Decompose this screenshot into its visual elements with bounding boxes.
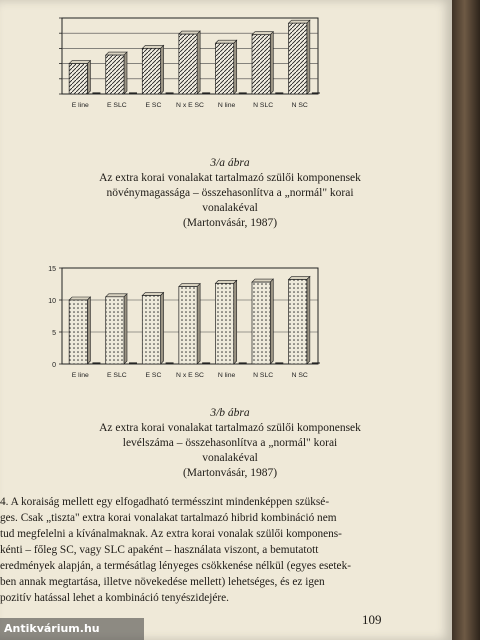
figure-a-caption-line: (Martonvásár, 1987)	[182, 217, 278, 229]
bar	[215, 43, 233, 94]
bar	[179, 287, 197, 364]
y-tick-label: 10	[48, 298, 56, 305]
bar-top	[142, 45, 163, 48]
bar-top	[215, 40, 236, 43]
bar-top	[69, 297, 90, 300]
bar-side	[124, 294, 127, 364]
bar	[106, 297, 124, 364]
bar-side	[234, 40, 237, 94]
bar-side	[307, 277, 310, 364]
figure-b-caption-line: vonalakéval	[202, 452, 258, 464]
figure-a-caption	[40, 156, 420, 231]
figure-b-caption	[40, 406, 420, 481]
x-tick-label: N SLC	[253, 102, 274, 109]
x-tick-label: N SC	[291, 372, 308, 379]
bar-top	[69, 61, 90, 64]
y-tick-label: 0	[52, 362, 56, 369]
book-spine	[452, 0, 480, 640]
bar-side	[161, 45, 164, 94]
watermark: Antikvárium.hu	[0, 618, 144, 640]
bar-top	[252, 279, 273, 282]
bar-top	[289, 20, 310, 23]
bar-top	[179, 284, 200, 287]
x-tick-label: E line	[71, 372, 89, 379]
bar-top	[289, 277, 310, 280]
bar	[69, 64, 87, 94]
y-tick-label: 5	[52, 330, 56, 337]
figure-a-caption-line: Az extra korai vonalakat tartalmazó szülői komponensek	[99, 172, 361, 184]
bar-top	[106, 294, 127, 297]
bar-side	[124, 52, 127, 94]
x-tick-label: N line	[217, 372, 236, 379]
body-paragraph	[0, 494, 392, 606]
leaf-count-chart	[28, 262, 328, 382]
figure-a-caption-line: növénymagassága – összehasonlítva a „normál" korai	[106, 187, 354, 199]
bar	[252, 35, 270, 94]
bar-side	[87, 61, 90, 94]
paragraph-line: 4. A koraiság mellett egy elfogadható termésszint mindenképpen szüksé-	[0, 496, 330, 508]
bar	[69, 300, 87, 364]
bar	[252, 282, 270, 364]
x-tick-label: E SLC	[107, 102, 127, 109]
page-number: 109	[362, 612, 382, 627]
x-tick-label: E SC	[145, 372, 162, 379]
bar-side	[197, 284, 200, 364]
x-tick-label: E line	[71, 102, 89, 109]
paragraph-line: eredmények alapján, a termésátlag lényeges csökkenése nélkül (egyes esetek-	[0, 560, 351, 572]
x-tick-label: N x E SC	[176, 372, 204, 379]
bar-top	[142, 293, 163, 296]
bar-side	[270, 279, 273, 364]
bar-side	[197, 31, 200, 94]
bar-side	[161, 293, 164, 364]
bar-side	[307, 20, 310, 94]
figure-b-label: 3/b ábra	[210, 407, 250, 419]
bar	[289, 280, 307, 364]
bar	[106, 55, 124, 94]
bar-top	[179, 31, 200, 34]
bar-side	[234, 280, 237, 364]
x-tick-label: N SLC	[253, 372, 274, 379]
x-tick-label: E SLC	[107, 372, 127, 379]
figure-a-label: 3/a ábra	[210, 157, 250, 169]
plant-height-chart-svg	[28, 12, 328, 112]
bar	[215, 283, 233, 364]
leaf-count-chart-svg	[28, 262, 328, 382]
figure-b-caption-line: levélszáma – összehasonlítva a „normál" korai	[122, 437, 338, 449]
bar-side	[87, 297, 90, 364]
bar-side	[270, 32, 273, 94]
bar-top	[106, 52, 127, 55]
paragraph-line: ges. Csak „tiszta" extra korai vonalakat tartalmazó hibrid kombináció nem	[0, 512, 337, 524]
bar	[142, 296, 160, 364]
y-tick-label: 15	[48, 266, 56, 273]
figure-a-caption-line: vonalakéval	[202, 202, 258, 214]
x-tick-label: N SC	[291, 102, 308, 109]
bar	[142, 48, 160, 94]
paragraph-line: pozitív hatással lehet a kombináció tenyészidejére.	[0, 592, 229, 604]
bar	[289, 23, 307, 94]
plant-height-chart	[28, 12, 328, 112]
x-tick-label: N line	[217, 102, 236, 109]
bar	[179, 34, 197, 94]
figure-b-caption-line: Az extra korai vonalakat tartalmazó szülői komponensek	[99, 422, 361, 434]
paragraph-line: tud megfelelni a kívánalmaknak. Az extra korai vonalak szülői komponens-	[0, 528, 342, 540]
x-tick-label: E SC	[145, 102, 162, 109]
paragraph-line: ben annak megtartása, illetve növekedése mellett) lehetséges, és ez igen	[0, 576, 325, 588]
bar-top	[252, 32, 273, 35]
bar-top	[215, 280, 236, 283]
paragraph-line: kénti – főleg SC, vagy SLC apaként – használata viszont, a bemutatott	[0, 544, 319, 556]
figure-b-caption-line: (Martonvásár, 1987)	[182, 467, 278, 479]
x-tick-label: N x E SC	[176, 102, 204, 109]
